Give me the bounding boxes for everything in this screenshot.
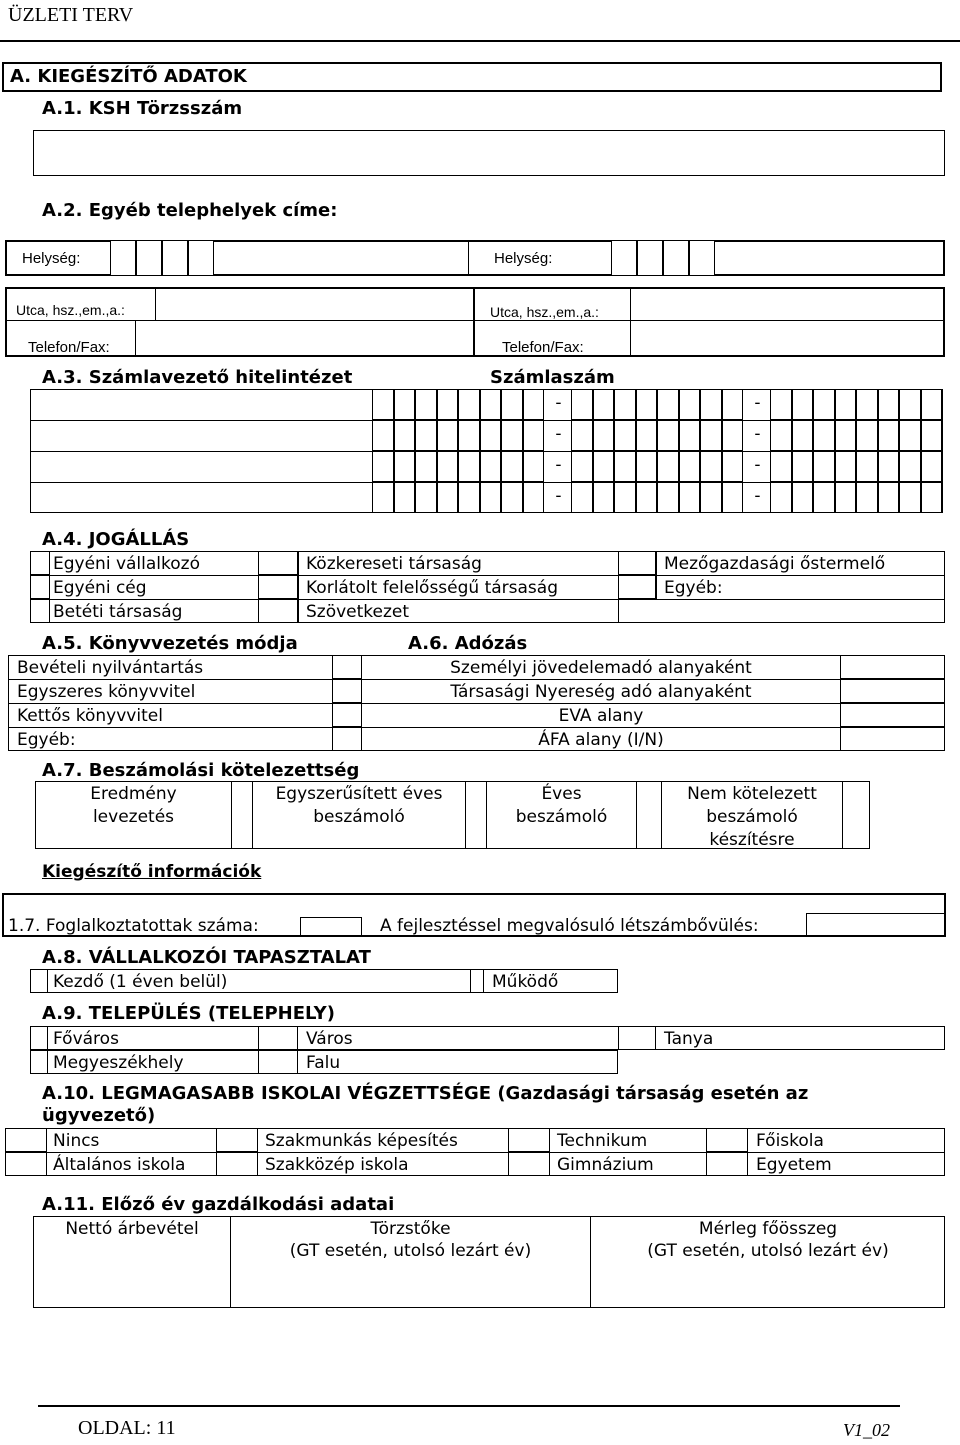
account-digit-box[interactable]: [878, 389, 900, 420]
postal-code-left-digit-1[interactable]: [110, 240, 136, 276]
account-digit-box[interactable]: [700, 420, 722, 451]
a1-title: A.1. KSH Törzsszám: [42, 98, 243, 119]
beszamolasi-checkbox-eredmeny[interactable]: [231, 781, 253, 849]
page-number: OLDAL: 11: [78, 1417, 176, 1439]
beszamolasi-checkbox-eves[interactable]: [636, 781, 662, 849]
account-digit-box[interactable]: [415, 389, 437, 420]
tapasztalat-option-mukodo: Működő: [492, 972, 559, 992]
vegzettseg-checkbox-gimnazium[interactable]: [508, 1152, 550, 1176]
beszamolasi-option-label: levezetés: [92, 807, 175, 827]
account-digit-box[interactable]: [458, 482, 480, 513]
account-digit-box[interactable]: [792, 482, 814, 513]
a6-title: A.6. Adózás: [408, 633, 528, 654]
account-digit-box[interactable]: [878, 420, 900, 451]
jogallas-checkbox-beteti-tarsasag[interactable]: [30, 599, 50, 623]
torzstoke-header: Törzstőke: [370, 1219, 451, 1239]
vegzettseg-option-label: Technikum: [557, 1131, 648, 1151]
beszamolasi-option-label: Egyszerűsített éves: [275, 784, 443, 804]
account-separator-dash: -: [754, 486, 761, 506]
telepules-checkbox-falu[interactable]: [258, 1050, 298, 1074]
account-digit-box[interactable]: [792, 389, 814, 420]
vegzettseg-checkbox-szakmunkas[interactable]: [216, 1128, 258, 1152]
account-digit-box[interactable]: [593, 389, 615, 420]
konyvvezetes-checkbox-beveteli[interactable]: [332, 655, 362, 679]
utca-left-field[interactable]: [156, 288, 472, 319]
vegzettseg-checkbox-foiskola[interactable]: [706, 1128, 748, 1152]
tapasztalat-checkbox-kezdo[interactable]: [30, 969, 48, 993]
vegzettseg-option-label: Egyetem: [756, 1155, 832, 1175]
account-digit-box[interactable]: [415, 420, 437, 451]
account-digit-box[interactable]: [899, 482, 921, 513]
a5-title: A.5. Könyvvezetés módja: [42, 633, 298, 654]
account-separator-dash: -: [555, 393, 562, 413]
account-digit-box[interactable]: [636, 482, 658, 513]
konyvvezetes-option-label: Egyszeres könyvvitel: [17, 682, 196, 702]
account-separator-dash: -: [754, 393, 761, 413]
telefon-left-label: Telefon/Fax:: [28, 339, 110, 356]
account-digit-box[interactable]: [372, 482, 394, 513]
account-digit-box[interactable]: [523, 482, 545, 513]
account-digit-box[interactable]: [523, 420, 545, 451]
vegzettseg-checkbox-altalanos[interactable]: [5, 1152, 47, 1176]
account-digit-box[interactable]: [415, 451, 437, 482]
tapasztalat-checkbox-mukodo[interactable]: [470, 969, 484, 993]
account-digit-box[interactable]: [501, 451, 523, 482]
merleg-field[interactable]: [591, 1265, 944, 1307]
account-digit-box[interactable]: [593, 482, 615, 513]
postal-code-left-digit-3[interactable]: [162, 240, 188, 276]
adozas-option-label: Társasági Nyereség adó alanyaként: [450, 682, 752, 702]
torzstoke-subheader: (GT esetén, utolsó lezárt év): [289, 1241, 532, 1261]
version-label: V1_02: [843, 1420, 890, 1440]
account-digit-box[interactable]: [657, 451, 679, 482]
account-digit-box[interactable]: [899, 451, 921, 482]
account-digit-box[interactable]: [501, 389, 523, 420]
account-digit-box[interactable]: [480, 451, 502, 482]
section-a-title: A. KIEGÉSZÍTŐ ADATOK: [10, 66, 247, 87]
account-digit-box[interactable]: [372, 451, 394, 482]
letszambovules-field[interactable]: [806, 913, 946, 937]
account-digit-box[interactable]: [657, 389, 679, 420]
telefon-right-label: Telefon/Fax:: [502, 339, 584, 356]
torzstoke-field[interactable]: [231, 1265, 589, 1307]
account-digit-box[interactable]: [856, 389, 878, 420]
foglalkoztatottak-label: 1.7. Foglalkoztatottak száma:: [8, 916, 259, 936]
account-digit-box[interactable]: [372, 389, 394, 420]
account-digit-box[interactable]: [571, 389, 593, 420]
account-digit-box[interactable]: [700, 451, 722, 482]
account-digit-box[interactable]: [813, 451, 835, 482]
beszamolasi-checkbox-egyszerusitett[interactable]: [465, 781, 487, 849]
bank-name-field[interactable]: [31, 483, 371, 512]
account-digit-box[interactable]: [480, 389, 502, 420]
account-digit-box[interactable]: [636, 451, 658, 482]
account-separator-dash: -: [555, 455, 562, 475]
account-digit-box[interactable]: [614, 420, 636, 451]
account-digit-box[interactable]: [899, 389, 921, 420]
account-digit-box[interactable]: [458, 420, 480, 451]
account-digit-box[interactable]: [437, 420, 459, 451]
utca-left-label: Utca, hsz.,em.,a.:: [16, 302, 125, 318]
account-digit-box[interactable]: [921, 420, 943, 451]
jogallas-option-label: Mezőgazdasági őstermelő: [664, 554, 886, 574]
account-digit-box[interactable]: [792, 451, 814, 482]
account-digit-box[interactable]: [415, 482, 437, 513]
konyvvezetes-checkbox-kettos[interactable]: [332, 703, 362, 727]
helyseg-left-label: Helység:: [22, 250, 81, 267]
account-separator-dash: -: [555, 424, 562, 444]
adozas-field-eva[interactable]: [840, 703, 945, 727]
account-digit-box[interactable]: [437, 389, 459, 420]
a11-title: A.11. Előző év gazdálkodási adatai: [42, 1194, 395, 1215]
vegzettseg-option-label: Szakmunkás képesítés: [265, 1131, 458, 1151]
account-separator-dash: -: [754, 424, 761, 444]
foglalkoztatottak-field[interactable]: [300, 917, 362, 937]
account-digit-box[interactable]: [372, 420, 394, 451]
telepules-option-label: Város: [306, 1029, 353, 1049]
helyseg-right-label: Helység:: [494, 250, 553, 267]
konyvvezetes-checkbox-egyeb[interactable]: [332, 727, 362, 751]
postal-code-right-digit-1[interactable]: [611, 240, 637, 276]
vegzettseg-checkbox-nincs[interactable]: [5, 1128, 47, 1152]
jogallas-option-label: Szövetkezet: [306, 602, 410, 622]
account-digit-box[interactable]: [593, 420, 615, 451]
postal-code-right-digit-4[interactable]: [689, 240, 715, 276]
account-digit-box[interactable]: [501, 420, 523, 451]
adozas-field-szja[interactable]: [840, 655, 945, 679]
telepules-checkbox-megyeszekhely[interactable]: [30, 1050, 48, 1074]
adozas-option-label: EVA alany: [558, 706, 644, 726]
account-digit-box[interactable]: [921, 389, 943, 420]
account-digit-box[interactable]: [437, 451, 459, 482]
konyvvezetes-option-label: Bevételi nyilvántartás: [17, 658, 204, 678]
account-digit-box[interactable]: [458, 451, 480, 482]
account-digit-box[interactable]: [679, 420, 701, 451]
postal-code-left-digit-4[interactable]: [188, 240, 214, 276]
adozas-option-label: Személyi jövedelemadó alanyaként: [450, 658, 752, 678]
document-header-title: ÜZLETI TERV: [8, 4, 134, 26]
a10-title-line-2: ügyvezető): [42, 1105, 156, 1126]
postal-code-right-digit-2[interactable]: [637, 240, 663, 276]
a4-title: A.4. JOGÁLLÁS: [42, 529, 190, 550]
account-digit-box[interactable]: [571, 420, 593, 451]
jogallas-checkbox-mezogazdasagi[interactable]: [618, 551, 656, 575]
netto-arbevetel-field[interactable]: [34, 1265, 229, 1307]
merleg-header: Mérleg főösszeg: [698, 1219, 838, 1239]
account-separator-dash: -: [555, 486, 562, 506]
header-rule: [0, 40, 960, 42]
account-digit-box[interactable]: [921, 482, 943, 513]
jogallas-option-label: Közkereseti társaság: [306, 554, 482, 574]
postal-code-right-digit-3[interactable]: [663, 240, 689, 276]
jogallas-checkbox-kft[interactable]: [258, 575, 298, 599]
utca-right-field[interactable]: [631, 288, 943, 319]
account-digit-box[interactable]: [856, 420, 878, 451]
telepules-row-1: [30, 1026, 945, 1050]
account-digit-box[interactable]: [614, 389, 636, 420]
vegzettseg-option-label: Nincs: [53, 1131, 100, 1151]
account-digit-box[interactable]: [722, 482, 744, 513]
account-digit-box[interactable]: [679, 482, 701, 513]
account-digit-box[interactable]: [480, 420, 502, 451]
account-digit-box[interactable]: [458, 389, 480, 420]
account-digit-box[interactable]: [679, 389, 701, 420]
account-digit-box[interactable]: [480, 482, 502, 513]
beszamolasi-option-label: Eredmény: [90, 784, 177, 804]
vegzettseg-option-label: Szakközép iskola: [265, 1155, 409, 1175]
a3-account-title: Számlaszám: [490, 367, 615, 388]
beszamolasi-option-label: beszámoló: [706, 807, 798, 827]
account-digit-box[interactable]: [813, 389, 835, 420]
jogallas-option-label: Betéti társaság: [53, 602, 183, 622]
account-digit-box[interactable]: [722, 420, 744, 451]
account-digit-box[interactable]: [501, 482, 523, 513]
beszamolasi-checkbox-nem-kotelezett[interactable]: [842, 781, 870, 849]
account-digit-box[interactable]: [614, 451, 636, 482]
account-digit-box[interactable]: [722, 451, 744, 482]
a2-title: A.2. Egyéb telephelyek címe:: [42, 200, 338, 221]
account-digit-box[interactable]: [770, 389, 792, 420]
jogallas-option-label: Egyéb:: [664, 578, 723, 598]
telepules-checkbox-tanya[interactable]: [618, 1026, 656, 1050]
account-digit-box[interactable]: [835, 420, 857, 451]
account-digit-box[interactable]: [835, 451, 857, 482]
beszamolasi-option-label: Nem kötelezett: [687, 784, 817, 804]
a3-title: A.3. Számlavezető hitelintézet: [42, 367, 353, 388]
konyvvezetes-option-label: Egyéb:: [17, 730, 76, 750]
jogallas-option-label: Korlátolt felelősségű társaság: [306, 578, 558, 598]
account-digit-box[interactable]: [394, 482, 416, 513]
account-digit-box[interactable]: [657, 482, 679, 513]
telepules-option-label: Falu: [306, 1053, 341, 1073]
account-digit-box[interactable]: [571, 482, 593, 513]
telepules-option-label: Főváros: [53, 1029, 119, 1049]
account-digit-box[interactable]: [571, 451, 593, 482]
beszamolasi-option-label: készítésre: [709, 830, 795, 850]
account-digit-box[interactable]: [523, 389, 545, 420]
telefon-left-field[interactable]: [136, 321, 472, 356]
vegzettseg-option-label: Gimnázium: [557, 1155, 654, 1175]
bank-name-field[interactable]: [31, 452, 371, 481]
account-digit-box[interactable]: [523, 451, 545, 482]
beszamolasi-option-label: beszámoló: [515, 807, 608, 827]
letszambovules-label: A fejlesztéssel megvalósuló létszámbővülés:: [380, 916, 759, 936]
jogallas-option-label: Egyéni vállalkozó: [53, 554, 200, 574]
a8-title: A.8. VÁLLALKOZÓI TAPASZTALAT: [42, 947, 371, 968]
account-digit-box[interactable]: [770, 420, 792, 451]
jogallas-checkbox-egyeni-vallalkozo[interactable]: [30, 551, 50, 575]
adozas-option-label: ÁFA alany (I/N): [538, 730, 664, 750]
a9-title: A.9. TELEPÜLÉS (TELEPHELY): [42, 1003, 335, 1024]
tapasztalat-option-kezdo: Kezdő (1 éven belül): [53, 972, 228, 992]
beszamolasi-option-label: Éves: [541, 784, 582, 804]
account-digit-box[interactable]: [394, 451, 416, 482]
jogallas-checkbox-egyeb[interactable]: [618, 575, 656, 599]
adozas-field-tarsasagi[interactable]: [840, 679, 945, 703]
account-digit-box[interactable]: [813, 482, 835, 513]
merleg-subheader: (GT esetén, utolsó lezárt év): [647, 1241, 889, 1261]
account-digit-box[interactable]: [921, 451, 943, 482]
telepules-checkbox-fovaros[interactable]: [30, 1026, 48, 1050]
account-digit-box[interactable]: [437, 482, 459, 513]
account-separator-dash: -: [754, 455, 761, 475]
bank-name-field[interactable]: [31, 390, 371, 419]
account-digit-box[interactable]: [657, 420, 679, 451]
utca-right-label: Utca, hsz.,em.,a.:: [490, 304, 599, 320]
account-digit-box[interactable]: [878, 451, 900, 482]
account-digit-box[interactable]: [770, 482, 792, 513]
telepules-option-label: Tanya: [664, 1029, 714, 1049]
account-digit-box[interactable]: [614, 482, 636, 513]
jogallas-checkbox-egyeni-ceg[interactable]: [30, 575, 50, 599]
kiegeszito-informaciok-label: Kiegészítő információk: [42, 862, 262, 882]
account-digit-box[interactable]: [700, 389, 722, 420]
jogallas-checkbox-kozkereseti[interactable]: [258, 551, 298, 575]
jogallas-checkbox-szovetkezet[interactable]: [258, 599, 298, 623]
account-digit-box[interactable]: [878, 482, 900, 513]
account-digit-box[interactable]: [835, 482, 857, 513]
vegzettseg-option-label: Általános iskola: [53, 1155, 186, 1175]
account-digit-box[interactable]: [770, 451, 792, 482]
telepules-option-label: Megyeszékhely: [53, 1053, 184, 1073]
account-digit-box[interactable]: [899, 420, 921, 451]
account-digit-box[interactable]: [792, 420, 814, 451]
account-digit-box[interactable]: [835, 389, 857, 420]
telepules-checkbox-varos[interactable]: [258, 1026, 298, 1050]
account-digit-box[interactable]: [813, 420, 835, 451]
account-digit-box[interactable]: [700, 482, 722, 513]
a7-title: A.7. Beszámolási kötelezettség: [42, 760, 360, 781]
account-digit-box[interactable]: [722, 389, 744, 420]
account-digit-box[interactable]: [394, 389, 416, 420]
account-digit-box[interactable]: [679, 451, 701, 482]
jogallas-option-label: Egyéni cég: [53, 578, 147, 598]
account-digit-box[interactable]: [636, 420, 658, 451]
telefon-right-field[interactable]: [631, 321, 943, 356]
beszamolasi-option-label: beszámoló: [313, 807, 405, 827]
footer-rule: [38, 1405, 900, 1407]
account-digit-box[interactable]: [856, 482, 878, 513]
ksh-torzsszam-field[interactable]: [33, 130, 945, 176]
netto-arbevetel-header: Nettó árbevétel: [65, 1219, 199, 1239]
account-digit-box[interactable]: [856, 451, 878, 482]
account-digit-box[interactable]: [593, 451, 615, 482]
vegzettseg-checkbox-technikum[interactable]: [508, 1128, 550, 1152]
adozas-field-afa[interactable]: [840, 727, 945, 751]
a10-title-line-1: A.10. LEGMAGASABB ISKOLAI VÉGZETTSÉGE (Gazdasági társaság esetén az: [42, 1083, 809, 1104]
vegzettseg-option-label: Főiskola: [756, 1131, 824, 1151]
vegzettseg-checkbox-szakkozep[interactable]: [216, 1152, 258, 1176]
bank-name-field[interactable]: [31, 421, 371, 450]
postal-code-left-digit-2[interactable]: [136, 240, 162, 276]
account-digit-box[interactable]: [636, 389, 658, 420]
vegzettseg-checkbox-egyetem[interactable]: [706, 1152, 748, 1176]
konyvvezetes-checkbox-egyszeres[interactable]: [332, 679, 362, 703]
account-digit-box[interactable]: [394, 420, 416, 451]
konyvvezetes-option-label: Kettős könyvvitel: [17, 706, 163, 726]
